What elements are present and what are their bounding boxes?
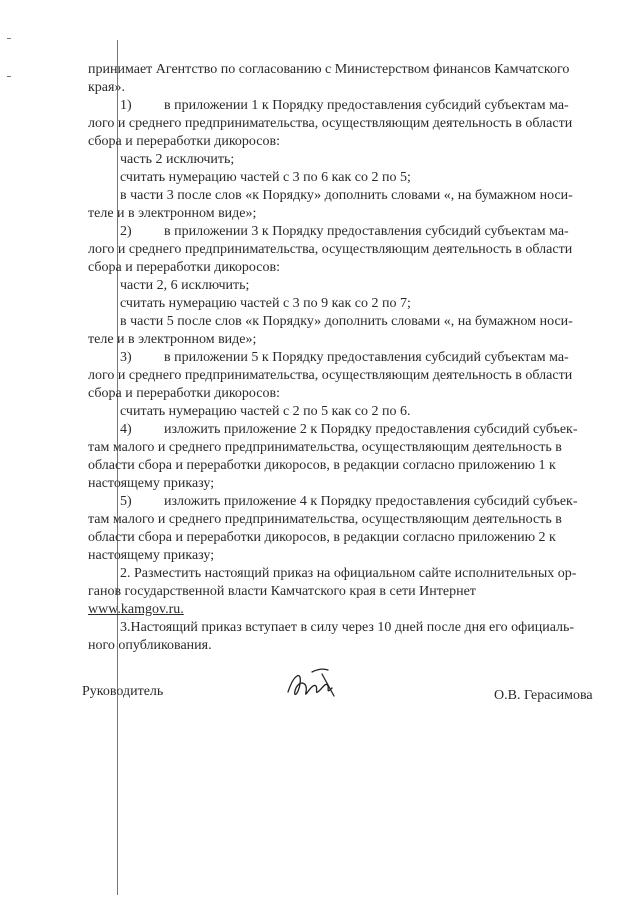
text-line: считать нумерацию частей с 2 по 5 как со 2 по 6. (120, 404, 411, 419)
website-link[interactable]: www.kamgov.ru. (88, 602, 184, 617)
text-line: части 2, 6 исключить; (120, 278, 250, 293)
text-line: ганов государственной власти Камчатского края в сети Интернет (88, 584, 476, 599)
text-line: 2. Разместить настоящий приказ на официальном сайте исполнительных ор- (120, 566, 577, 581)
scan-mark (7, 76, 11, 77)
list-item-1: 1) в приложении 1 к Порядку предоставления субсидий субъектам ма- (120, 98, 569, 113)
text-line: 3.Настоящий приказ вступает в силу через 10 дней после дня его официаль- (120, 620, 575, 635)
list-item-4: 4) изложить приложение 2 к Порядку предоставления субсидий субъек- (120, 422, 578, 437)
text-line: часть 2 исключить; (120, 152, 235, 167)
signature-label: Руководитель (82, 684, 164, 699)
text-line: лого и среднего предпринимательства, осуществляющим деятельность в области (88, 368, 573, 383)
text-line: сбора и переработки дикоросов: (88, 386, 280, 401)
list-item-5: 5) изложить приложение 4 к Порядку предоставления субсидий субъек- (120, 494, 578, 509)
text-line: принимает Агентство по согласованию с Министерством финансов Камчатского (88, 62, 570, 77)
text-line: ного опубликования. (88, 638, 212, 653)
text-line: области сбора и переработки дикоросов, в редакции согласно приложению 1 к (88, 458, 556, 473)
list-item-2: 2) в приложении 3 к Порядку предоставления субсидий субъектам ма- (120, 224, 569, 239)
text-line: в части 5 после слов «к Порядку» дополнить словами «, на бумажном носи- (120, 314, 573, 329)
text-line: области сбора и переработки дикоросов, в редакции согласно приложению 2 к (88, 530, 556, 545)
text-line: в части 3 после слов «к Порядку» дополнить словами «, на бумажном носи- (120, 188, 573, 203)
text-line: лого и среднего предпринимательства, осуществляющим деятельность в области (88, 116, 573, 131)
text-line: теле и в электронном виде»; (88, 332, 257, 347)
text-line: считать нумерацию частей с 3 по 9 как со 2 по 7; (120, 296, 411, 311)
text-line: края». (88, 80, 125, 95)
text-line: там малого и среднего предпринимательства, осуществляющим деятельность в (88, 440, 562, 455)
list-item-3: 3) в приложении 5 к Порядку предоставления субсидий субъектам ма- (120, 350, 569, 365)
text-line: там малого и среднего предпринимательства, осуществляющим деятельность в (88, 512, 562, 527)
handwritten-signature (282, 662, 342, 708)
text-line (88, 602, 184, 618)
text-line: теле и в электронном виде»; (88, 206, 257, 221)
text-line: настоящему приказу; (88, 476, 215, 491)
scan-mark (7, 38, 11, 39)
text-line: сбора и переработки дикоросов: (88, 260, 280, 275)
text-line: лого и среднего предпринимательства, осуществляющим деятельность в области (88, 242, 573, 257)
text-line: сбора и переработки дикоросов: (88, 134, 280, 149)
signatory-name: О.В. Герасимова (494, 688, 593, 703)
text-line: считать нумерацию частей с 3 по 6 как со 2 по 5; (120, 170, 411, 185)
text-line: настоящему приказу; (88, 548, 215, 563)
